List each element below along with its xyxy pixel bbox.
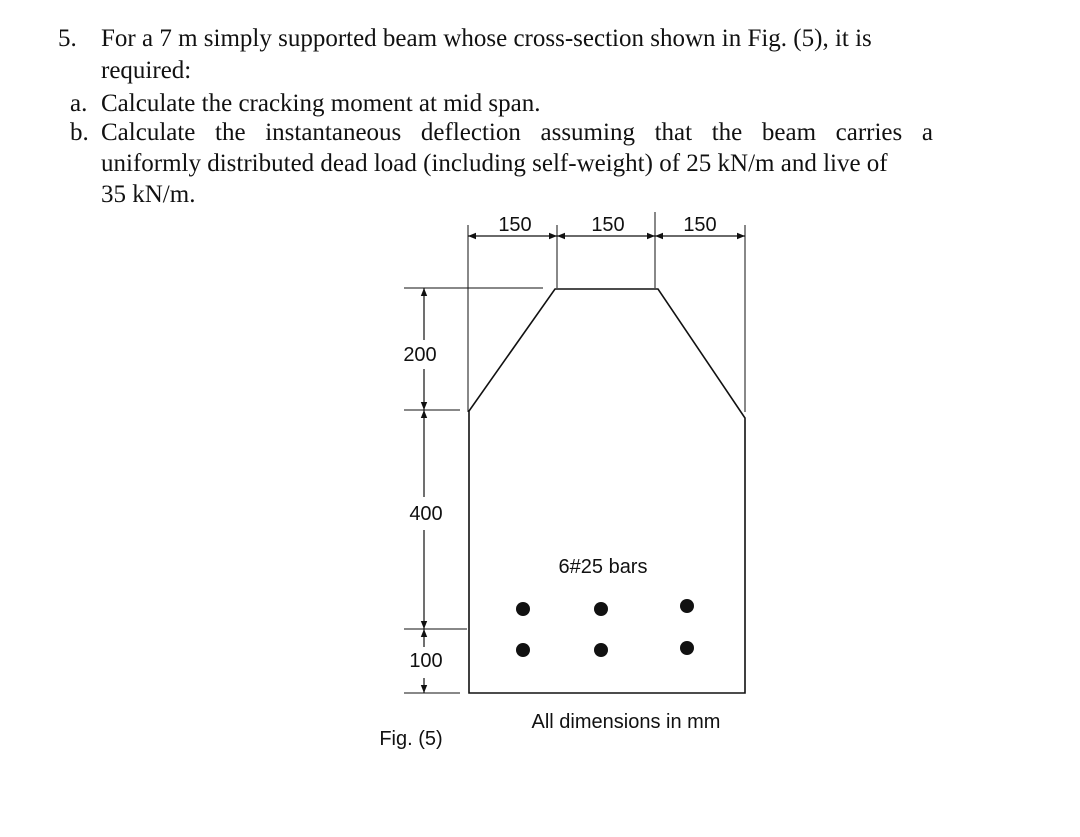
part-b-text-line-3: 35 kN/m. [101, 181, 196, 208]
rebar-dot [594, 643, 608, 657]
reinforcement-bars [516, 599, 694, 657]
rebar-dot [680, 599, 694, 613]
rebar-dot [594, 602, 608, 616]
part-b-text-line-1: Calculate the instantaneous deflection assuming that the beam carries a [101, 119, 933, 146]
dimensions-note: All dimensions in mm [531, 711, 721, 733]
side-dim-label-2: 400 [409, 503, 443, 525]
problem-number: 5. [58, 25, 77, 52]
bars-label: 6#25 bars [558, 556, 648, 578]
top-dim-label-1: 150 [498, 214, 532, 236]
beam-section-outline [469, 289, 745, 693]
side-dim-label-1: 200 [403, 344, 437, 366]
top-extension-lines [468, 212, 745, 412]
part-a-text: Calculate the cracking moment at mid span. [101, 90, 541, 117]
top-dim-label-2: 150 [591, 214, 625, 236]
part-b-text-line-2: uniformly distributed dead load (including self-weight) of 25 kN/m and live of [101, 150, 888, 177]
top-dim-label-3: 150 [683, 214, 717, 236]
part-b-label: b. [70, 119, 89, 146]
part-a-label: a. [70, 90, 88, 117]
side-dim-label-3: 100 [409, 650, 443, 672]
rebar-dot [680, 641, 694, 655]
rebar-dot [516, 643, 530, 657]
problem-intro-line-2: required: [101, 57, 192, 84]
figure-caption: Fig. (5) [379, 728, 443, 750]
rebar-dot [516, 602, 530, 616]
problem-intro-line-1: For a 7 m simply supported beam whose cross-section shown in Fig. (5), it is [101, 25, 872, 52]
